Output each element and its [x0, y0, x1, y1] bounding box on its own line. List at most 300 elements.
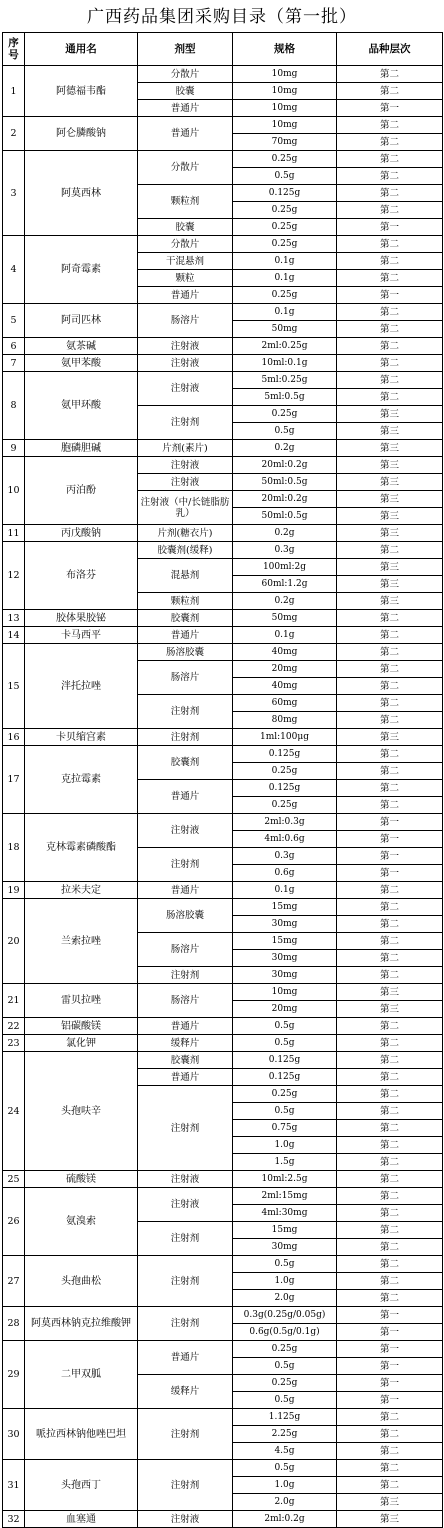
- cell-specification: 0.125g: [233, 746, 337, 763]
- cell-serial: 8: [3, 372, 25, 440]
- cell-variety-level: 第三: [337, 1511, 443, 1528]
- table-row: [3, 610, 443, 627]
- table-header-row: [3, 33, 443, 66]
- cell-generic-name: 阿仑膦酸钠: [25, 117, 138, 151]
- cell-specification: 50mg: [233, 321, 337, 338]
- cell-dosage-form: 肠溶胶囊: [138, 899, 233, 933]
- cell-variety-level: 第一: [337, 287, 443, 304]
- cell-serial: 32: [3, 1511, 25, 1528]
- cell-specification: 40mg: [233, 678, 337, 695]
- cell-generic-name: 阿奇霉素: [25, 236, 138, 304]
- header-variety-level: 品种层次: [337, 33, 443, 66]
- cell-variety-level: 第一: [337, 219, 443, 236]
- cell-dosage-form: 胶囊剂: [138, 610, 233, 627]
- cell-variety-level: 第二: [337, 321, 443, 338]
- cell-specification: 20mg: [233, 661, 337, 678]
- cell-generic-name: 氨甲环酸: [25, 372, 138, 440]
- cell-generic-name: 硫酸镁: [25, 1171, 138, 1188]
- cell-specification: 0.6g: [233, 865, 337, 882]
- cell-variety-level: 第二: [337, 627, 443, 644]
- cell-dosage-form: 注射剂: [138, 1086, 233, 1171]
- cell-variety-level: 第二: [337, 185, 443, 202]
- header-serial: 序号: [3, 33, 25, 66]
- cell-specification: 0.1g: [233, 270, 337, 287]
- cell-generic-name: 拉米夫定: [25, 882, 138, 899]
- cell-dosage-form: 缓释片: [138, 1035, 233, 1052]
- cell-specification: 0.25g: [233, 1341, 337, 1358]
- cell-specification: 0.1g: [233, 882, 337, 899]
- cell-dosage-form: 颗粒剂: [138, 185, 233, 219]
- cell-specification: 0.3g: [233, 542, 337, 559]
- table-row: [3, 117, 443, 134]
- cell-specification: 0.5g: [233, 168, 337, 185]
- cell-serial: 16: [3, 729, 25, 746]
- table-row: [3, 66, 443, 83]
- cell-variety-level: 第三: [337, 474, 443, 491]
- cell-specification: 0.5g: [233, 1358, 337, 1375]
- cell-generic-name: 二甲双胍: [25, 1341, 138, 1409]
- cell-variety-level: 第二: [337, 202, 443, 219]
- cell-dosage-form: 颗粒剂: [138, 593, 233, 610]
- table-row: [3, 355, 443, 372]
- cell-variety-level: 第三: [337, 508, 443, 525]
- cell-dosage-form: 片剂(糖衣片): [138, 525, 233, 542]
- table-row: [3, 236, 443, 253]
- cell-generic-name: 哌拉西林钠他唑巴坦: [25, 1409, 138, 1460]
- cell-variety-level: 第一: [337, 1375, 443, 1392]
- cell-specification: 1.5g: [233, 1154, 337, 1171]
- cell-generic-name: 丙戊酸钠: [25, 525, 138, 542]
- cell-dosage-form: 注射剂: [138, 1222, 233, 1256]
- cell-specification: 0.75g: [233, 1120, 337, 1137]
- cell-specification: 0.25g: [233, 797, 337, 814]
- cell-serial: 1: [3, 66, 25, 117]
- cell-dosage-form: 分散片: [138, 236, 233, 253]
- cell-serial: 30: [3, 1409, 25, 1460]
- cell-serial: 26: [3, 1188, 25, 1256]
- cell-specification: 0.5g: [233, 1392, 337, 1409]
- cell-specification: 0.3g: [233, 848, 337, 865]
- cell-specification: 30mg: [233, 950, 337, 967]
- cell-specification: 0.25g: [233, 406, 337, 423]
- cell-variety-level: 第二: [337, 270, 443, 287]
- cell-variety-level: 第二: [337, 1035, 443, 1052]
- cell-variety-level: 第二: [337, 253, 443, 270]
- table-row: [3, 1511, 443, 1528]
- cell-variety-level: 第二: [337, 661, 443, 678]
- cell-variety-level: 第二: [337, 236, 443, 253]
- cell-variety-level: 第二: [337, 1069, 443, 1086]
- cell-serial: 21: [3, 984, 25, 1018]
- cell-specification: 15mg: [233, 1222, 337, 1239]
- cell-dosage-form: 普通片: [138, 287, 233, 304]
- cell-variety-level: 第一: [337, 865, 443, 882]
- cell-variety-level: 第二: [337, 933, 443, 950]
- cell-dosage-form: 胶囊: [138, 83, 233, 100]
- table-row: [3, 1307, 443, 1324]
- cell-variety-level: 第二: [337, 610, 443, 627]
- cell-serial: 4: [3, 236, 25, 304]
- cell-serial: 6: [3, 338, 25, 355]
- cell-variety-level: 第二: [337, 168, 443, 185]
- table-row: [3, 151, 443, 168]
- cell-variety-level: 第二: [337, 780, 443, 797]
- cell-variety-level: 第二: [337, 1171, 443, 1188]
- table-row: [3, 729, 443, 746]
- cell-specification: 50ml:0.5g: [233, 508, 337, 525]
- cell-specification: 0.2g: [233, 593, 337, 610]
- table-body: [3, 66, 443, 1528]
- cell-variety-level: 第二: [337, 1086, 443, 1103]
- cell-dosage-form: 注射剂: [138, 695, 233, 729]
- table-row: [3, 1409, 443, 1426]
- cell-dosage-form: 片剂(素片): [138, 440, 233, 457]
- cell-dosage-form: 分散片: [138, 66, 233, 83]
- table-row: [3, 440, 443, 457]
- cell-serial: 29: [3, 1341, 25, 1409]
- cell-generic-name: 胞磷胆碱: [25, 440, 138, 457]
- cell-variety-level: 第二: [337, 1222, 443, 1239]
- cell-dosage-form: 胶囊剂: [138, 746, 233, 780]
- cell-dosage-form: 普通片: [138, 1341, 233, 1375]
- cell-variety-level: 第二: [337, 763, 443, 780]
- cell-specification: 10mg: [233, 100, 337, 117]
- cell-specification: 1.0g: [233, 1477, 337, 1494]
- cell-variety-level: 第二: [337, 1426, 443, 1443]
- cell-specification: 100ml:2g: [233, 559, 337, 576]
- cell-variety-level: 第二: [337, 950, 443, 967]
- cell-specification: 2ml:0.3g: [233, 814, 337, 831]
- table-row: [3, 882, 443, 899]
- cell-specification: 0.25g: [233, 1375, 337, 1392]
- table-row: [3, 1052, 443, 1069]
- cell-variety-level: 第一: [337, 100, 443, 117]
- cell-variety-level: 第二: [337, 1460, 443, 1477]
- cell-variety-level: 第二: [337, 967, 443, 984]
- cell-specification: 1ml:100μg: [233, 729, 337, 746]
- cell-specification: 30mg: [233, 967, 337, 984]
- cell-dosage-form: 注射液: [138, 338, 233, 355]
- cell-variety-level: 第二: [337, 899, 443, 916]
- cell-dosage-form: 注射液: [138, 474, 233, 491]
- cell-dosage-form: 注射剂: [138, 1409, 233, 1460]
- cell-generic-name: 雷贝拉唑: [25, 984, 138, 1018]
- cell-generic-name: 血塞通: [25, 1511, 138, 1528]
- cell-variety-level: 第二: [337, 1239, 443, 1256]
- cell-specification: 40mg: [233, 644, 337, 661]
- cell-variety-level: 第三: [337, 525, 443, 542]
- cell-dosage-form: 肠溶片: [138, 933, 233, 967]
- cell-dosage-form: 混悬剂: [138, 559, 233, 593]
- cell-variety-level: 第二: [337, 916, 443, 933]
- cell-dosage-form: 普通片: [138, 1069, 233, 1086]
- table-row: [3, 1018, 443, 1035]
- cell-variety-level: 第二: [337, 1443, 443, 1460]
- cell-dosage-form: 颗粒: [138, 270, 233, 287]
- cell-dosage-form: 胶囊: [138, 219, 233, 236]
- cell-serial: 10: [3, 457, 25, 525]
- cell-generic-name: 泮托拉唑: [25, 644, 138, 729]
- cell-specification: 0.25g: [233, 202, 337, 219]
- cell-serial: 23: [3, 1035, 25, 1052]
- cell-generic-name: 氨茶碱: [25, 338, 138, 355]
- cell-specification: 0.25g: [233, 219, 337, 236]
- cell-serial: 11: [3, 525, 25, 542]
- cell-specification: 10mg: [233, 66, 337, 83]
- cell-dosage-form: 干混悬剂: [138, 253, 233, 270]
- cell-dosage-form: 注射液（中/长链脂肪乳）: [138, 491, 233, 525]
- cell-variety-level: 第二: [337, 882, 443, 899]
- cell-specification: 70mg: [233, 134, 337, 151]
- cell-specification: 10mg: [233, 83, 337, 100]
- cell-variety-level: 第三: [337, 457, 443, 474]
- table-row: [3, 746, 443, 763]
- cell-serial: 17: [3, 746, 25, 814]
- cell-specification: 60mg: [233, 695, 337, 712]
- cell-variety-level: 第二: [337, 338, 443, 355]
- document-title: 广西药品集团采购目录（第一批）: [87, 7, 357, 27]
- cell-dosage-form: 注射液: [138, 1188, 233, 1222]
- cell-variety-level: 第二: [337, 1120, 443, 1137]
- cell-variety-level: 第二: [337, 1205, 443, 1222]
- cell-variety-level: 第二: [337, 304, 443, 321]
- cell-specification: 4.5g: [233, 1443, 337, 1460]
- cell-specification: 50mg: [233, 610, 337, 627]
- cell-generic-name: 阿莫西林: [25, 151, 138, 236]
- cell-specification: 2.0g: [233, 1494, 337, 1511]
- cell-specification: 0.1g: [233, 253, 337, 270]
- cell-specification: 2.25g: [233, 1426, 337, 1443]
- table-row: [3, 542, 443, 559]
- cell-variety-level: 第二: [337, 117, 443, 134]
- cell-specification: 20ml:0.2g: [233, 491, 337, 508]
- table-row: [3, 304, 443, 321]
- cell-specification: 60ml:1.2g: [233, 576, 337, 593]
- cell-specification: 0.25g: [233, 151, 337, 168]
- cell-dosage-form: 肠溶片: [138, 661, 233, 695]
- table-row: [3, 627, 443, 644]
- cell-variety-level: 第二: [337, 1052, 443, 1069]
- cell-specification: 10mg: [233, 984, 337, 1001]
- cell-generic-name: 兰索拉唑: [25, 899, 138, 984]
- cell-serial: 14: [3, 627, 25, 644]
- cell-specification: 0.5g: [233, 1103, 337, 1120]
- cell-dosage-form: 注射液: [138, 814, 233, 848]
- cell-variety-level: 第二: [337, 1154, 443, 1171]
- cell-variety-level: 第二: [337, 1477, 443, 1494]
- cell-dosage-form: 肠溶片: [138, 304, 233, 338]
- cell-variety-level: 第一: [337, 1307, 443, 1324]
- cell-specification: 0.5g: [233, 1256, 337, 1273]
- cell-dosage-form: 注射剂: [138, 1307, 233, 1341]
- cell-specification: 0.1g: [233, 627, 337, 644]
- cell-specification: 0.2g: [233, 440, 337, 457]
- cell-variety-level: 第二: [337, 1290, 443, 1307]
- cell-variety-level: 第三: [337, 406, 443, 423]
- cell-variety-level: 第二: [337, 134, 443, 151]
- header-generic-name: 通用名: [25, 33, 138, 66]
- cell-dosage-form: 注射剂: [138, 1256, 233, 1307]
- cell-variety-level: 第三: [337, 423, 443, 440]
- cell-variety-level: 第一: [337, 1392, 443, 1409]
- cell-variety-level: 第二: [337, 1188, 443, 1205]
- cell-specification: 0.6g(0.5g/0.1g): [233, 1324, 337, 1341]
- cell-dosage-form: 注射剂: [138, 1460, 233, 1511]
- table-row: [3, 1256, 443, 1273]
- cell-specification: 0.125g: [233, 1069, 337, 1086]
- cell-dosage-form: 注射液: [138, 1511, 233, 1528]
- cell-specification: 0.25g: [233, 287, 337, 304]
- cell-specification: 15mg: [233, 899, 337, 916]
- cell-variety-level: 第三: [337, 576, 443, 593]
- cell-serial: 3: [3, 151, 25, 236]
- cell-dosage-form: 胶囊剂: [138, 1052, 233, 1069]
- cell-variety-level: 第二: [337, 1018, 443, 1035]
- cell-variety-level: 第二: [337, 66, 443, 83]
- cell-serial: 28: [3, 1307, 25, 1341]
- cell-generic-name: 氨甲苯酸: [25, 355, 138, 372]
- cell-serial: 5: [3, 304, 25, 338]
- cell-generic-name: 阿莫西林钠克拉维酸钾: [25, 1307, 138, 1341]
- cell-specification: 1.0g: [233, 1137, 337, 1154]
- header-dosage-form: 剂型: [138, 33, 233, 66]
- cell-dosage-form: 普通片: [138, 627, 233, 644]
- cell-specification: 15mg: [233, 933, 337, 950]
- table-row: [3, 644, 443, 661]
- cell-variety-level: 第二: [337, 678, 443, 695]
- cell-dosage-form: 注射剂: [138, 848, 233, 882]
- cell-specification: 2ml:0.2g: [233, 1511, 337, 1528]
- cell-specification: 30mg: [233, 1239, 337, 1256]
- cell-specification: 5ml:0.25g: [233, 372, 337, 389]
- cell-generic-name: 头孢曲松: [25, 1256, 138, 1307]
- cell-serial: 18: [3, 814, 25, 882]
- cell-generic-name: 克拉霉素: [25, 746, 138, 814]
- cell-generic-name: 氯化钾: [25, 1035, 138, 1052]
- cell-serial: 2: [3, 117, 25, 151]
- cell-variety-level: 第二: [337, 644, 443, 661]
- cell-specification: 10mg: [233, 117, 337, 134]
- cell-dosage-form: 缓释片: [138, 1375, 233, 1409]
- table-row: [3, 899, 443, 916]
- cell-specification: 0.125g: [233, 780, 337, 797]
- cell-serial: 27: [3, 1256, 25, 1307]
- catalog-table: [2, 32, 443, 1528]
- cell-dosage-form: 注射剂: [138, 729, 233, 746]
- cell-variety-level: 第一: [337, 1358, 443, 1375]
- table-row: [3, 525, 443, 542]
- table-row: [3, 338, 443, 355]
- header-specification: 规格: [233, 33, 337, 66]
- cell-specification: 80mg: [233, 712, 337, 729]
- cell-specification: 0.125g: [233, 185, 337, 202]
- cell-dosage-form: 注射剂: [138, 967, 233, 984]
- table-row: [3, 1171, 443, 1188]
- cell-specification: 0.25g: [233, 1086, 337, 1103]
- cell-variety-level: 第二: [337, 372, 443, 389]
- cell-variety-level: 第三: [337, 440, 443, 457]
- table-row: [3, 1188, 443, 1205]
- cell-specification: 0.5g: [233, 1460, 337, 1477]
- cell-dosage-form: 胶囊剂(缓释): [138, 542, 233, 559]
- table-row: [3, 1035, 443, 1052]
- cell-variety-level: 第三: [337, 1494, 443, 1511]
- cell-specification: 10ml:2.5g: [233, 1171, 337, 1188]
- cell-dosage-form: 普通片: [138, 100, 233, 117]
- cell-serial: 13: [3, 610, 25, 627]
- cell-dosage-form: 分散片: [138, 151, 233, 185]
- cell-specification: 2.0g: [233, 1290, 337, 1307]
- cell-generic-name: 头孢西丁: [25, 1460, 138, 1511]
- cell-variety-level: 第二: [337, 542, 443, 559]
- cell-specification: 1.0g: [233, 1273, 337, 1290]
- cell-specification: 20ml:0.2g: [233, 457, 337, 474]
- cell-variety-level: 第二: [337, 695, 443, 712]
- cell-dosage-form: 注射液: [138, 1171, 233, 1188]
- cell-specification: 0.3g(0.25g/0.05g): [233, 1307, 337, 1324]
- cell-serial: 25: [3, 1171, 25, 1188]
- document-page: [2, 2, 442, 1528]
- cell-variety-level: 第一: [337, 814, 443, 831]
- cell-serial: 12: [3, 542, 25, 610]
- cell-generic-name: 头孢呋辛: [25, 1052, 138, 1171]
- cell-variety-level: 第二: [337, 1137, 443, 1154]
- cell-serial: 9: [3, 440, 25, 457]
- cell-serial: 19: [3, 882, 25, 899]
- cell-generic-name: 布洛芬: [25, 542, 138, 610]
- cell-variety-level: 第二: [337, 712, 443, 729]
- cell-serial: 22: [3, 1018, 25, 1035]
- cell-generic-name: 胶体果胶铋: [25, 610, 138, 627]
- cell-variety-level: 第二: [337, 355, 443, 372]
- table-row: [3, 1460, 443, 1477]
- cell-dosage-form: 注射液: [138, 372, 233, 406]
- cell-variety-level: 第三: [337, 984, 443, 1001]
- cell-serial: 31: [3, 1460, 25, 1511]
- cell-dosage-form: 肠溶片: [138, 984, 233, 1018]
- cell-variety-level: 第二: [337, 746, 443, 763]
- cell-generic-name: 阿德福韦酯: [25, 66, 138, 117]
- cell-specification: 0.5g: [233, 423, 337, 440]
- cell-generic-name: 阿司匹林: [25, 304, 138, 338]
- cell-variety-level: 第三: [337, 593, 443, 610]
- table-row: [3, 457, 443, 474]
- cell-generic-name: 卡贝缩宫素: [25, 729, 138, 746]
- cell-dosage-form: 普通片: [138, 882, 233, 899]
- cell-specification: 4ml:30mg: [233, 1205, 337, 1222]
- cell-generic-name: 氨溴索: [25, 1188, 138, 1256]
- cell-variety-level: 第二: [337, 389, 443, 406]
- cell-variety-level: 第一: [337, 831, 443, 848]
- cell-variety-level: 第二: [337, 1256, 443, 1273]
- cell-serial: 7: [3, 355, 25, 372]
- cell-dosage-form: 肠溶胶囊: [138, 644, 233, 661]
- cell-serial: 20: [3, 899, 25, 984]
- cell-variety-level: 第二: [337, 83, 443, 100]
- cell-serial: 15: [3, 644, 25, 729]
- cell-specification: 20mg: [233, 1001, 337, 1018]
- cell-dosage-form: 普通片: [138, 780, 233, 814]
- cell-specification: 0.25g: [233, 236, 337, 253]
- cell-dosage-form: 普通片: [138, 117, 233, 151]
- cell-specification: 5ml:0.5g: [233, 389, 337, 406]
- cell-variety-level: 第二: [337, 151, 443, 168]
- cell-specification: 2ml:15mg: [233, 1188, 337, 1205]
- cell-specification: 0.125g: [233, 1052, 337, 1069]
- table-row: [3, 984, 443, 1001]
- cell-generic-name: 克林霉素磷酸酯: [25, 814, 138, 882]
- cell-dosage-form: 注射液: [138, 457, 233, 474]
